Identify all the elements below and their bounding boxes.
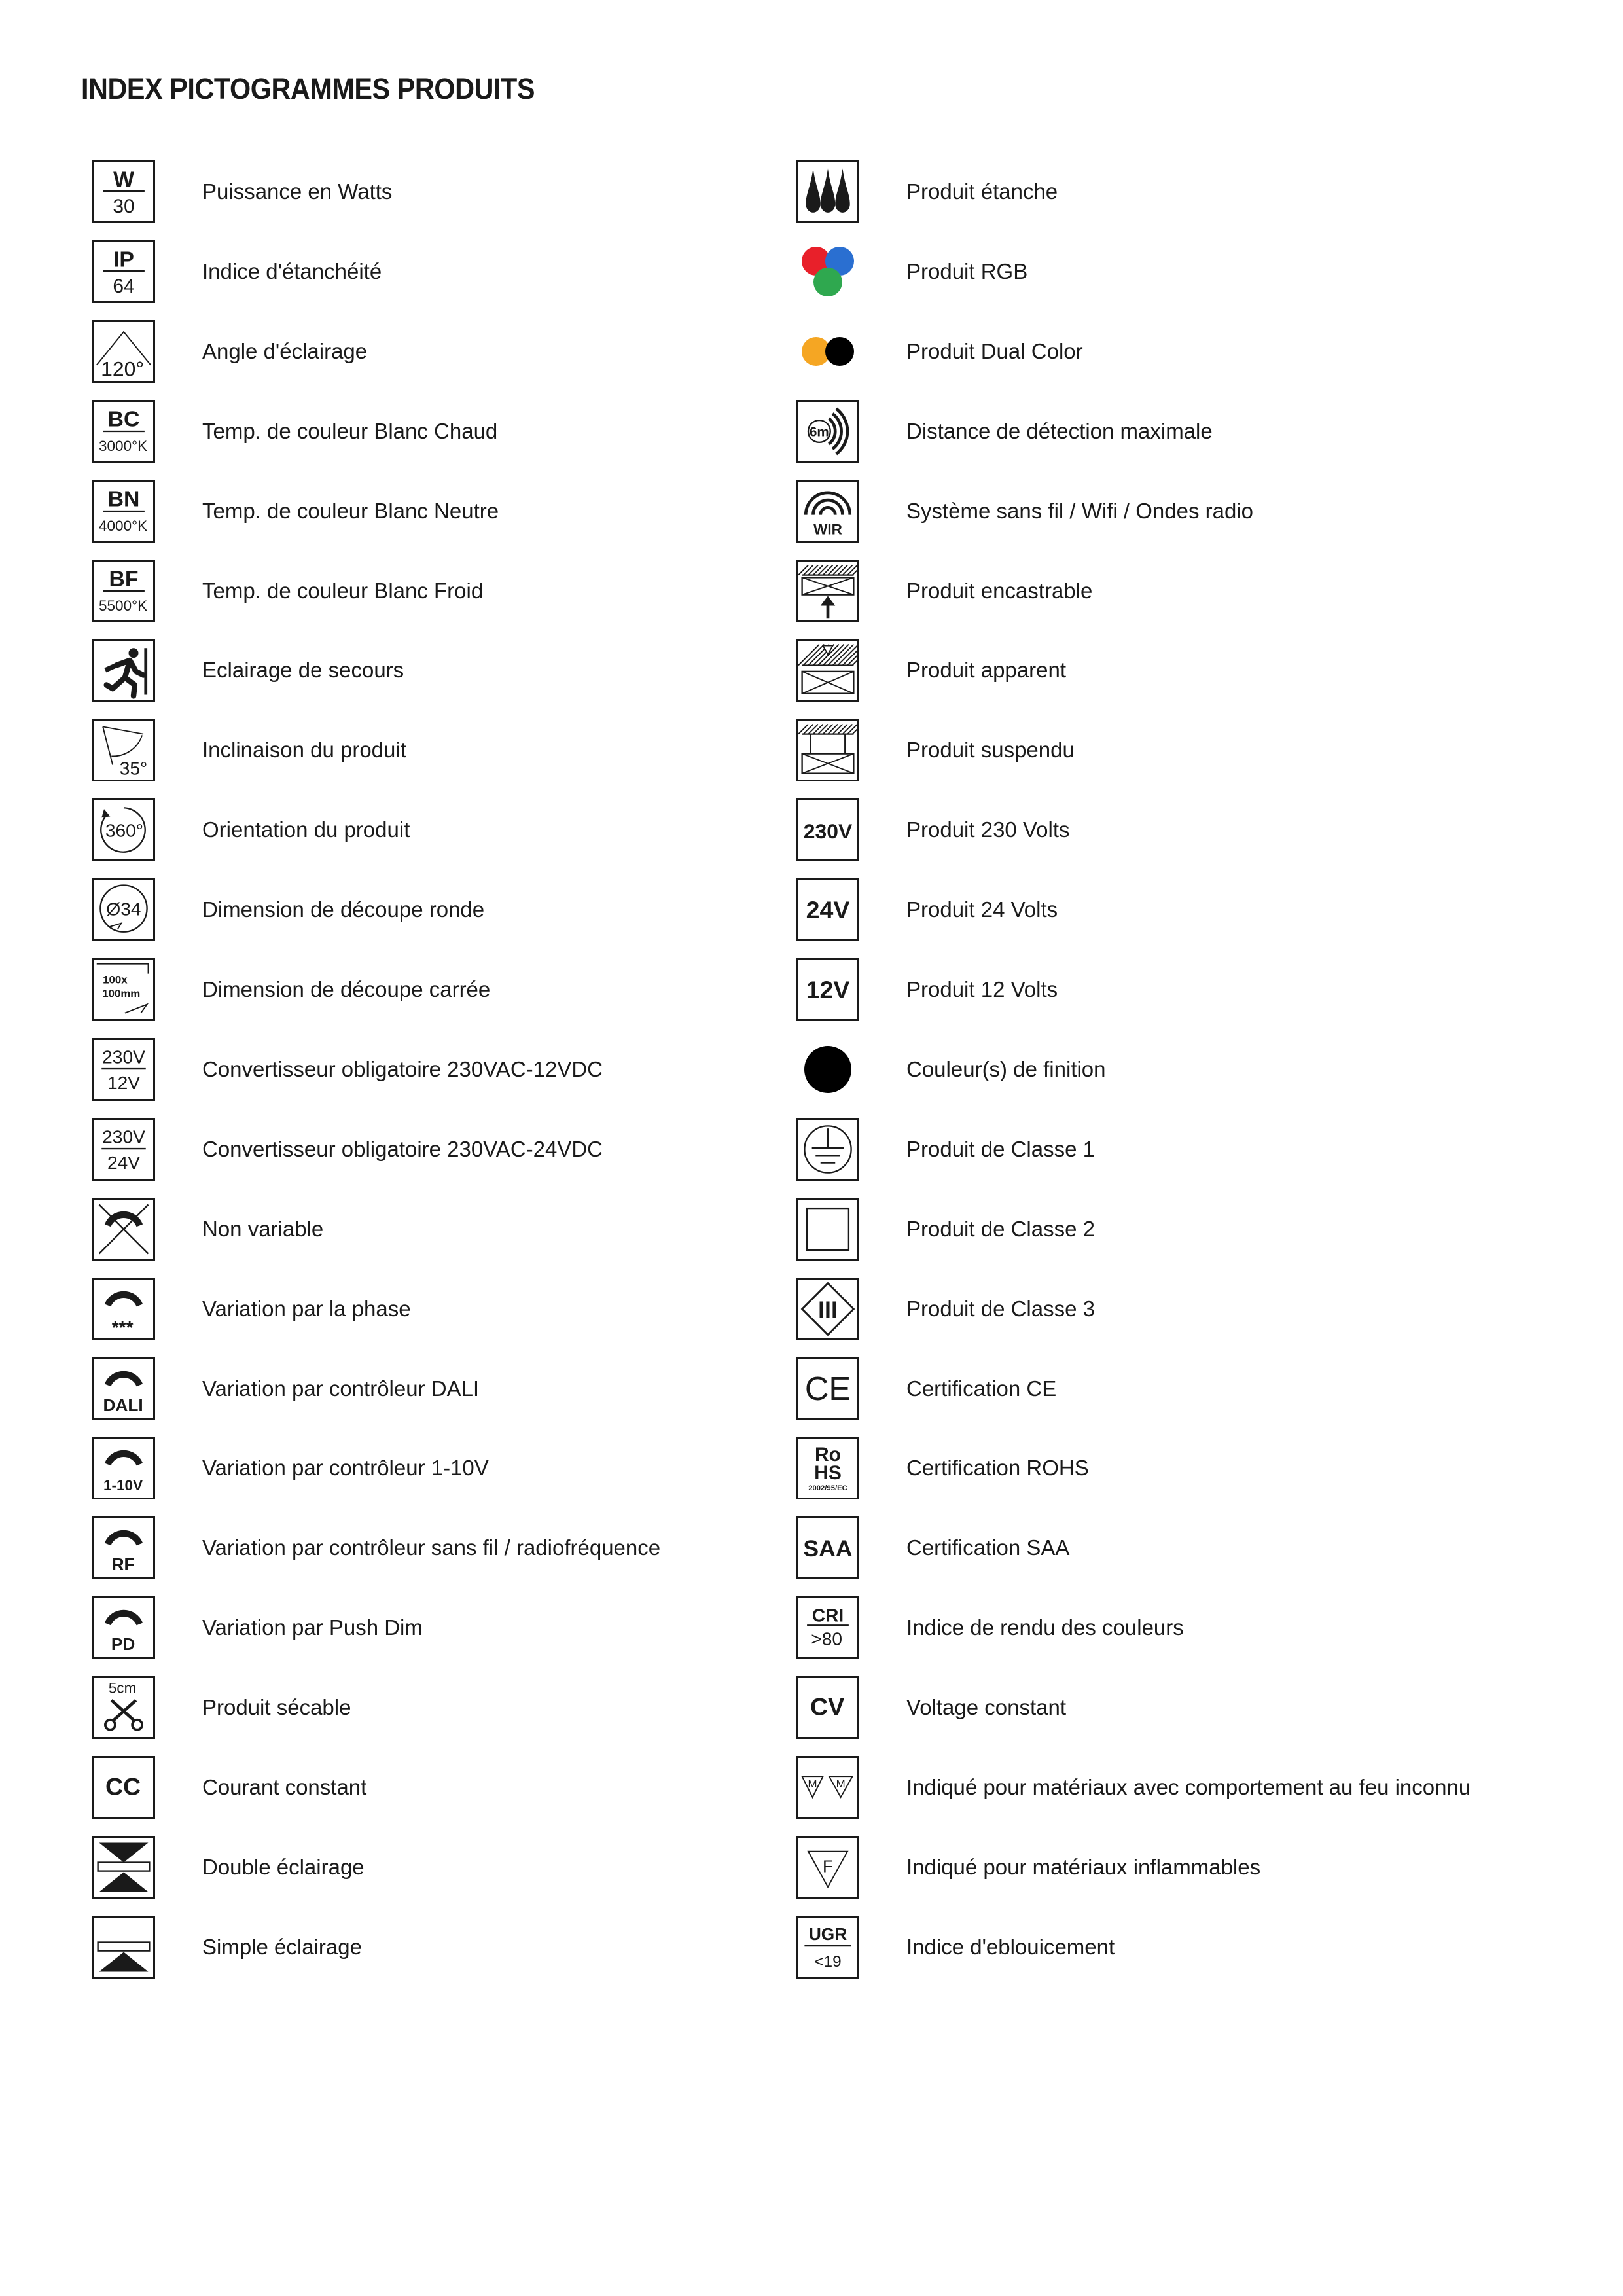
pictogram-row [92, 1357, 878, 1420]
rgb-icon [796, 240, 859, 303]
pictogram-label: Certification SAA [906, 1535, 1070, 1560]
wireless-icon [796, 480, 859, 543]
icon-text: CV [810, 1693, 845, 1721]
pictogram-label: Produit 230 Volts [906, 817, 1070, 842]
icon-text: IP [113, 247, 134, 272]
pictogram-row [92, 1756, 878, 1819]
pictogram-row [796, 160, 1582, 223]
pictogram-label: Produit apparent [906, 658, 1067, 683]
pictogram-label: Variation par contrôleur 1-10V [202, 1456, 489, 1480]
pictogram-row [796, 958, 1582, 1021]
pictogram-label: Indice d'étanchéité [202, 259, 382, 283]
waterproof-icon [796, 160, 859, 223]
pictogram-row [92, 1198, 878, 1261]
pictogram-label: Produit encastrable [906, 578, 1093, 603]
double-lighting-icon [92, 1836, 155, 1899]
pictogram-row [796, 1756, 1582, 1819]
converter-24v-icon [92, 1118, 155, 1181]
icon-text: 5500°K [99, 597, 148, 614]
pictogram-row [92, 1916, 878, 1979]
pictogram-label: Orientation du produit [202, 817, 410, 842]
pictogram-row [796, 1118, 1582, 1181]
icon-text: M [808, 1778, 817, 1790]
icon-text: BF [109, 566, 139, 591]
pictogram-row [796, 1676, 1582, 1739]
icon-text: F [822, 1856, 834, 1876]
pictogram-row [796, 400, 1582, 463]
pictogram-row [92, 1676, 878, 1739]
pictogram-label: Produit RGB [906, 259, 1028, 283]
pictogram-row [796, 1038, 1582, 1101]
icon-text: 120° [101, 357, 145, 381]
icon-text: DALI [103, 1395, 143, 1415]
icon-text: WIR [813, 521, 842, 538]
icon-text: 6m [809, 424, 829, 440]
cold-white-icon [92, 560, 155, 622]
icon-text: HS [814, 1462, 842, 1484]
icon-text: 230V [102, 1047, 145, 1067]
ip-icon [92, 240, 155, 303]
pictogram-label: Distance de détection maximale [906, 418, 1213, 443]
rohs-icon [796, 1437, 859, 1499]
pictogram-label: Produit sécable [202, 1695, 351, 1720]
icon-text: Ro [815, 1444, 841, 1466]
pictogram-label: Produit de Classe 1 [906, 1136, 1095, 1161]
single-lighting-icon [92, 1916, 155, 1979]
voltage-12v-icon [796, 958, 859, 1021]
pictogram-label: Produit Dual Color [906, 338, 1083, 363]
icon-text: CE [804, 1369, 851, 1407]
tilt-icon [92, 719, 155, 781]
pictogram-label: Produit 12 Volts [906, 977, 1058, 1001]
pictogram-row [796, 1916, 1582, 1979]
pictogram-label: Produit de Classe 3 [906, 1296, 1095, 1321]
icon-text: 1-10V [103, 1477, 143, 1494]
neutral-white-icon [92, 480, 155, 543]
icon-text: 35° [119, 758, 148, 779]
pictogram-row [796, 1198, 1582, 1261]
emergency-exit-icon [92, 639, 155, 702]
dual-color-icon [796, 320, 859, 383]
icon-text: 4000°K [99, 517, 148, 534]
converter-12v-icon [92, 1038, 155, 1101]
icon-text: III [818, 1296, 838, 1323]
pictogram-row [796, 320, 1582, 383]
pictogram-label: Indice de rendu des couleurs [906, 1615, 1184, 1640]
icon-text: W [113, 167, 134, 192]
round-cutout-icon [92, 878, 155, 941]
icon-text: 5cm [108, 1679, 137, 1696]
pictogram-row [796, 1278, 1582, 1340]
pictogram-label: Certification ROHS [906, 1456, 1089, 1480]
class-1-icon [796, 1118, 859, 1181]
dali-dimming-icon [92, 1357, 155, 1420]
square-cutout-icon [92, 958, 155, 1021]
icon-text: *** [111, 1317, 134, 1338]
pictogram-label: Produit 24 Volts [906, 897, 1058, 922]
pictogram-label: Simple éclairage [202, 1934, 362, 1959]
icon-text: 12V [107, 1072, 141, 1093]
pictogram-row [796, 1357, 1582, 1420]
phase-dimming-icon [92, 1278, 155, 1340]
class-3-icon [796, 1278, 859, 1340]
pictogram-label: Dimension de découpe carrée [202, 977, 491, 1001]
ce-icon [796, 1357, 859, 1420]
recessed-icon [796, 560, 859, 622]
pictogram-label: Variation par contrôleur DALI [202, 1376, 480, 1401]
pictogram-label: Indiqué pour matériaux inflammables [906, 1854, 1261, 1879]
icon-text: SAA [803, 1535, 853, 1562]
pictogram-row [92, 1437, 878, 1499]
pictogram-row [796, 878, 1582, 941]
icon-text: 360° [105, 820, 144, 841]
pictogram-label: Variation par Push Dim [202, 1615, 423, 1640]
pictogram-label: Courant constant [202, 1775, 367, 1799]
pictogram-label: Convertisseur obligatoire 230VAC-12VDC [202, 1056, 603, 1081]
pictogram-row [796, 560, 1582, 622]
icon-text: CC [105, 1772, 141, 1801]
pictogram-row [92, 480, 878, 543]
pictogram-row [796, 1596, 1582, 1659]
pictogram-label: Produit de Classe 2 [906, 1216, 1095, 1241]
pictogram-row [92, 560, 878, 622]
pictogram-label: Temp. de couleur Blanc Froid [202, 578, 484, 603]
pictogram-row [796, 639, 1582, 702]
push-dim-icon [92, 1596, 155, 1659]
f-fire-icon [796, 1836, 859, 1899]
pictogram-row [796, 1516, 1582, 1579]
pictogram-label: Couleur(s) de finition [906, 1056, 1106, 1081]
icon-text: 30 [113, 195, 135, 217]
pictogram-row [92, 1596, 878, 1659]
pictogram-row [92, 1836, 878, 1899]
constant-current-icon [92, 1756, 155, 1819]
pictogram-label: Angle d'éclairage [202, 338, 368, 363]
watt-icon [92, 160, 155, 223]
icon-text: <19 [814, 1952, 842, 1971]
suspended-icon [796, 719, 859, 781]
pictogram-row [796, 480, 1582, 543]
pictogram-label: Temp. de couleur Blanc Neutre [202, 498, 499, 523]
icon-text: BC [107, 406, 140, 432]
pictogram-label: Indiqué pour matériaux avec comportement au feu inconnu [906, 1775, 1471, 1799]
icon-text: 100x [103, 973, 128, 986]
non-dimmable-icon [92, 1198, 155, 1261]
icon-text: 3000°K [99, 437, 148, 454]
pictogram-row [796, 798, 1582, 861]
pictogram-label: Puissance en Watts [202, 179, 393, 204]
pictogram-row [92, 1516, 878, 1579]
icon-text: UGR [808, 1924, 847, 1944]
dimming-1-10v-icon [92, 1437, 155, 1499]
pictogram-row [92, 639, 878, 702]
pictogram-label: Certification CE [906, 1376, 1057, 1401]
pictogram-row [92, 719, 878, 781]
pictogram-row [92, 1118, 878, 1181]
icon-text: 24V [107, 1152, 141, 1173]
pictogram-label: Convertisseur obligatoire 230VAC-24VDC [202, 1136, 603, 1161]
warm-white-icon [92, 400, 155, 463]
pictogram-row [92, 400, 878, 463]
class-2-icon [796, 1198, 859, 1261]
voltage-230v-icon [796, 798, 859, 861]
detection-distance-icon [796, 400, 859, 463]
pictogram-label: Non variable [202, 1216, 324, 1241]
page-title: INDEX PICTOGRAMMES PRODUITS [81, 72, 535, 105]
pictogram-row [92, 320, 878, 383]
pictogram-row [92, 1278, 878, 1340]
cri-icon [796, 1596, 859, 1659]
pictogram-label: Variation par contrôleur sans fil / radiofréquence [202, 1535, 661, 1560]
icon-text: PD [111, 1634, 135, 1654]
pictogram-label: Produit suspendu [906, 738, 1075, 762]
pictogram-label: Inclinaison du produit [202, 738, 406, 762]
icon-text: 24V [806, 896, 850, 924]
icon-text: BN [107, 486, 140, 512]
pictogram-row [92, 878, 878, 941]
surface-mounted-icon [796, 639, 859, 702]
pictogram-row [796, 240, 1582, 303]
icon-text: 12V [806, 976, 850, 1004]
beam-angle-icon [92, 320, 155, 383]
icon-text: 230V [102, 1126, 145, 1147]
rotation-icon [92, 798, 155, 861]
pictogram-label: Voltage constant [906, 1695, 1067, 1720]
voltage-24v-icon [796, 878, 859, 941]
pictogram-row [92, 798, 878, 861]
pictogram-row [92, 240, 878, 303]
ugr-icon [796, 1916, 859, 1979]
finish-color-icon [796, 1038, 859, 1101]
icon-text: 2002/95/EC [808, 1484, 847, 1493]
pictogram-row [92, 1038, 878, 1101]
pictogram-row [796, 1437, 1582, 1499]
icon-text: 100mm [102, 987, 141, 1000]
pictogram-row [92, 160, 878, 223]
icon-text: 64 [113, 275, 135, 297]
pictogram-label: Variation par la phase [202, 1296, 411, 1321]
icon-text: Ø34 [106, 899, 141, 920]
pictogram-row [92, 958, 878, 1021]
pictogram-label: Indice d'eblouicement [906, 1934, 1115, 1959]
pictogram-label: Double éclairage [202, 1854, 365, 1879]
pictogram-label: Temp. de couleur Blanc Chaud [202, 418, 498, 443]
constant-voltage-icon [796, 1676, 859, 1739]
icon-text: M [836, 1778, 846, 1790]
rf-dimming-icon [92, 1516, 155, 1579]
pictogram-row [796, 719, 1582, 781]
icon-text: 230V [803, 819, 853, 844]
saa-icon [796, 1516, 859, 1579]
pictogram-label: Produit étanche [906, 179, 1058, 204]
pictogram-label: Système sans fil / Wifi / Ondes radio [906, 498, 1254, 523]
scissors-icon [92, 1676, 155, 1739]
pictogram-label: Eclairage de secours [202, 658, 404, 683]
icon-text: >80 [811, 1628, 842, 1649]
mm-fire-icon [796, 1756, 859, 1819]
icon-text: RF [111, 1554, 135, 1575]
pictogram-label: Dimension de découpe ronde [202, 897, 485, 922]
pictogram-row [796, 1836, 1582, 1899]
icon-text: CRI [812, 1605, 844, 1626]
